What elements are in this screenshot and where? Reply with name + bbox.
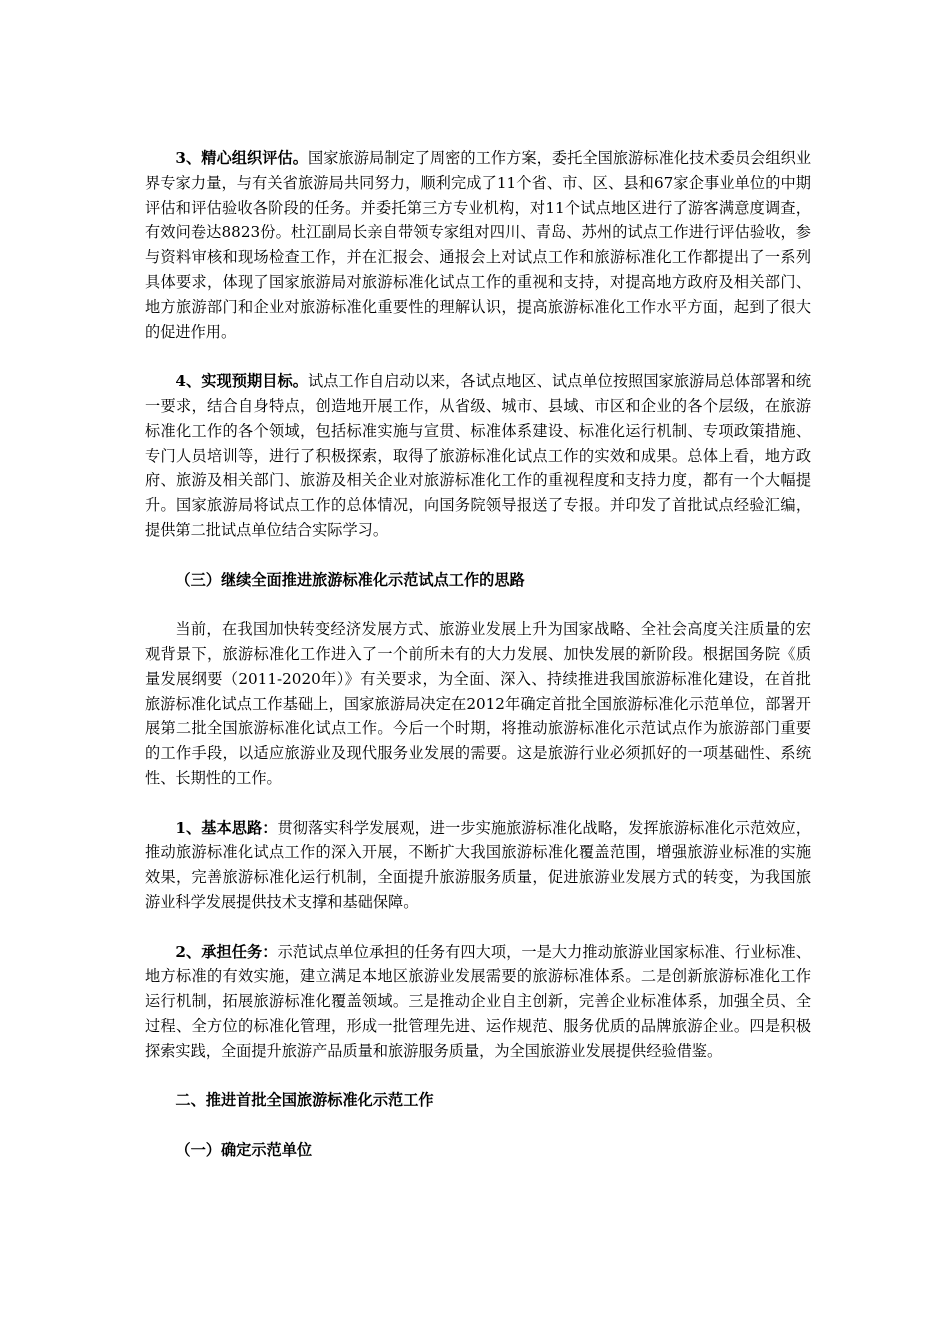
section-heading-approach: （三）继续全面推进旅游标准化示范试点工作的思路 — [175, 570, 525, 589]
paragraph-spacer — [145, 915, 811, 940]
paragraph-goals — [145, 369, 811, 543]
paragraph-basic-idea — [145, 816, 811, 915]
paragraph-evaluation — [145, 146, 811, 344]
paragraph-lead: 2、承担任务： — [175, 942, 278, 961]
paragraph-spacer — [145, 543, 811, 568]
subsection-heading: （一）确定示范单位 — [175, 1140, 313, 1159]
paragraph-text: 国家旅游局制定了周密的工作方案，委托全国旅游标准化技术委员会组织业界专家力量，与有关省旅游局共同努力，顺利完成了11个省、市、区、县和67家企事业单位的中期评估和评估验收各阶段的任务。并委托第三方专业机构，对11个试点地区进行了游客满意度调查，有效问卷达8823份。杜江副局长亲自带领专家组对四川、青岛、苏州的试点工作进行评估验收，参与资料审核和现场检查工作，并在汇报会、通报会上对试点工作和旅游标准化工作都提出了一系列具体要求，体现了国家旅游局对旅游标准化试点工作的重视和支持，对提高地方政府及相关部门、地方旅游部门和企业对旅游标准化重要性的理解认识，提高旅游标准化工作水平方面，起到了很大的促进作用。 — [145, 149, 812, 341]
paragraph-text: 试点工作自启动以来，各试点地区、试点单位按照国家旅游局总体部署和统一要求，结合自身特点，创造地开展工作，从省级、城市、县域、市区和企业的各个层级，在旅游标准化工作的各个领域，包括标准实施与宣贯、标准体系建设、标准化运行机制、专项政策措施、专门人员培训等，进行了积极探索，取得了旅游标准化试点工作的实效和成果。总体上看，地方政府、旅游及相关部门、旅游及相关企业对旅游标准化工作的重视程度和支持力度，都有一个大幅提升。国家旅游局将试点工作的总体情况，向国务院领导报送了专报。并印发了首批试点经验汇编，提供第二批试点单位结合实际学习。 — [145, 372, 812, 539]
chapter-heading: 二、推进首批全国旅游标准化示范工作 — [175, 1091, 434, 1110]
paragraph-spacer — [145, 1113, 811, 1138]
paragraph-spacer — [145, 1063, 811, 1088]
paragraph-spacer — [145, 791, 811, 816]
paragraph-text: 贯彻落实科学发展观，进一步实施旅游标准化战略，发挥旅游标准化示范效应，推动旅游标准化试点工作的深入开展，不断扩大我国旅游标准化覆盖范围，增强旅游业标准的实施效果，完善旅游标准化运行机制，全面提升旅游服务质量，促进旅游业发展方式的转变，为我国旅游业科学发展提供技术支撑和基础保障。 — [145, 818, 811, 911]
paragraph-spacer — [145, 344, 811, 369]
paragraph-lead: 1、基本思路： — [175, 818, 278, 837]
paragraph-lead: 4、实现预期目标。 — [175, 372, 308, 391]
paragraph-spacer — [145, 592, 811, 617]
paragraph-tasks — [145, 940, 811, 1064]
document-body — [145, 146, 811, 1163]
paragraph-background: 当前，在我国加快转变经济发展方式、旅游业发展上升为国家战略、全社会高度关注质量的宏观背景下，旅游标准化工作进入了一个前所未有的大力发展、加快发展的新阶段。根据国务院《质量发展纲要（2011-2020年）》有关要求，为全面、深入、持续推进我国旅游标准化建设，在首批旅游标准化试点工作基础上，国家旅游局决定在2012年确定首批全国旅游标准化示范单位，部署开展第二批全国旅游标准化试点工作。今后一个时期，将推动旅游标准化示范试点作为旅游部门重要的工作手段，以适应旅游业及现代服务业发展的需要。这是旅游行业必须抓好的一项基础性、系统性、长期性的工作。 — [145, 620, 811, 787]
paragraph-lead: 3、精心组织评估。 — [175, 149, 308, 167]
paragraph-text: 示范试点单位承担的任务有四大项，一是大力推动旅游业国家标准、行业标准、地方标准的有效实施，建立满足本地区旅游业发展需要的旅游标准体系。二是创新旅游标准化工作运行机制，拓展旅游标准化覆盖领域。三是推动企业自主创新，完善企业标准体系，加强全员、全过程、全方位的标准化管理，形成一批管理先进、运作规范、服务优质的品牌旅游企业。四是积极探索实践，全面提升旅游产品质量和旅游服务质量，为全国旅游业发展提供经验借鉴。 — [145, 942, 811, 1060]
